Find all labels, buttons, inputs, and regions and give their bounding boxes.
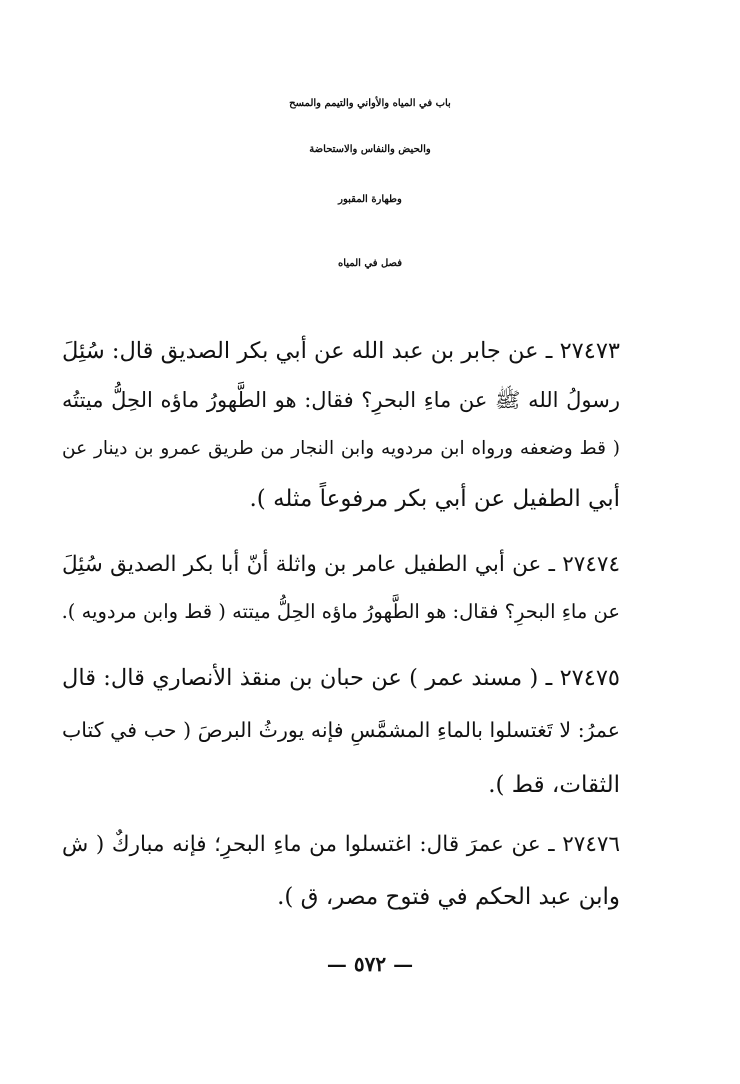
entry-27476-line-1: ٢٧٤٧٦ ـ عن عمرَ قال: اغتسلوا من ماءِ البحرِ؛ فإنه مباركٌ ( ش	[62, 832, 620, 857]
entry-27476-line-2: وابن عبد الحكم في فتوح مصر، ق ).	[277, 884, 620, 910]
entry-27475-line-1: ٢٧٤٧٥ ـ ( مسند عمر ) عن حبان بن منقذ الأنصاري قال: قال	[62, 665, 620, 691]
entry-27473-line-3: ( قط وضعفه ورواه ابن مردويه وابن النجار من طريق عمرو بن دينار عن	[62, 438, 620, 459]
entry-27473-line-1: ٢٧٤٧٣ ـ عن جابر بن عبد الله عن أبي بكر الصديق قال: سُئِلَ	[62, 338, 620, 364]
entry-27475-line-3: الثقات، قط ).	[488, 772, 620, 798]
entry-27475-line-2: عمرُ: لا تَغتسلوا بالماءِ المشمَّسِ فإنه يورثُ البرصَ ( حب في كتاب	[62, 718, 620, 742]
entry-27474-line-1: ٢٧٤٧٤ ـ عن أبي الطفيل عامر بن واثلة أنّ أبا بكر الصديق سُئِلَ	[62, 552, 620, 577]
entry-27473-line-2: رسولُ الله ﷺ عن ماءِ البحرِ؟ فقال: هو الطَّهورُ ماؤه الحِلُّ ميتتُه	[62, 388, 620, 412]
section-title: فصل في المياه	[337, 258, 402, 269]
page-number: — ٥٧٢ —	[326, 952, 414, 976]
chapter-title-line-2: والحيض والنفاس والاستحاضة	[309, 144, 431, 155]
entry-27474-line-2: عن ماءِ البحرِ؟ فقال: هو الطَّهورُ ماؤه الحِلُّ ميتته ( قط وابن مردويه ).	[61, 600, 620, 623]
chapter-title-line-3: وطهارة المقبور	[338, 194, 402, 205]
chapter-title-line-1: باب في المياه والأواني والتيمم والمسح	[289, 98, 451, 109]
entry-27473-line-4: أبي الطفيل عن أبي بكر مرفوعاً مثله ).	[249, 486, 620, 512]
